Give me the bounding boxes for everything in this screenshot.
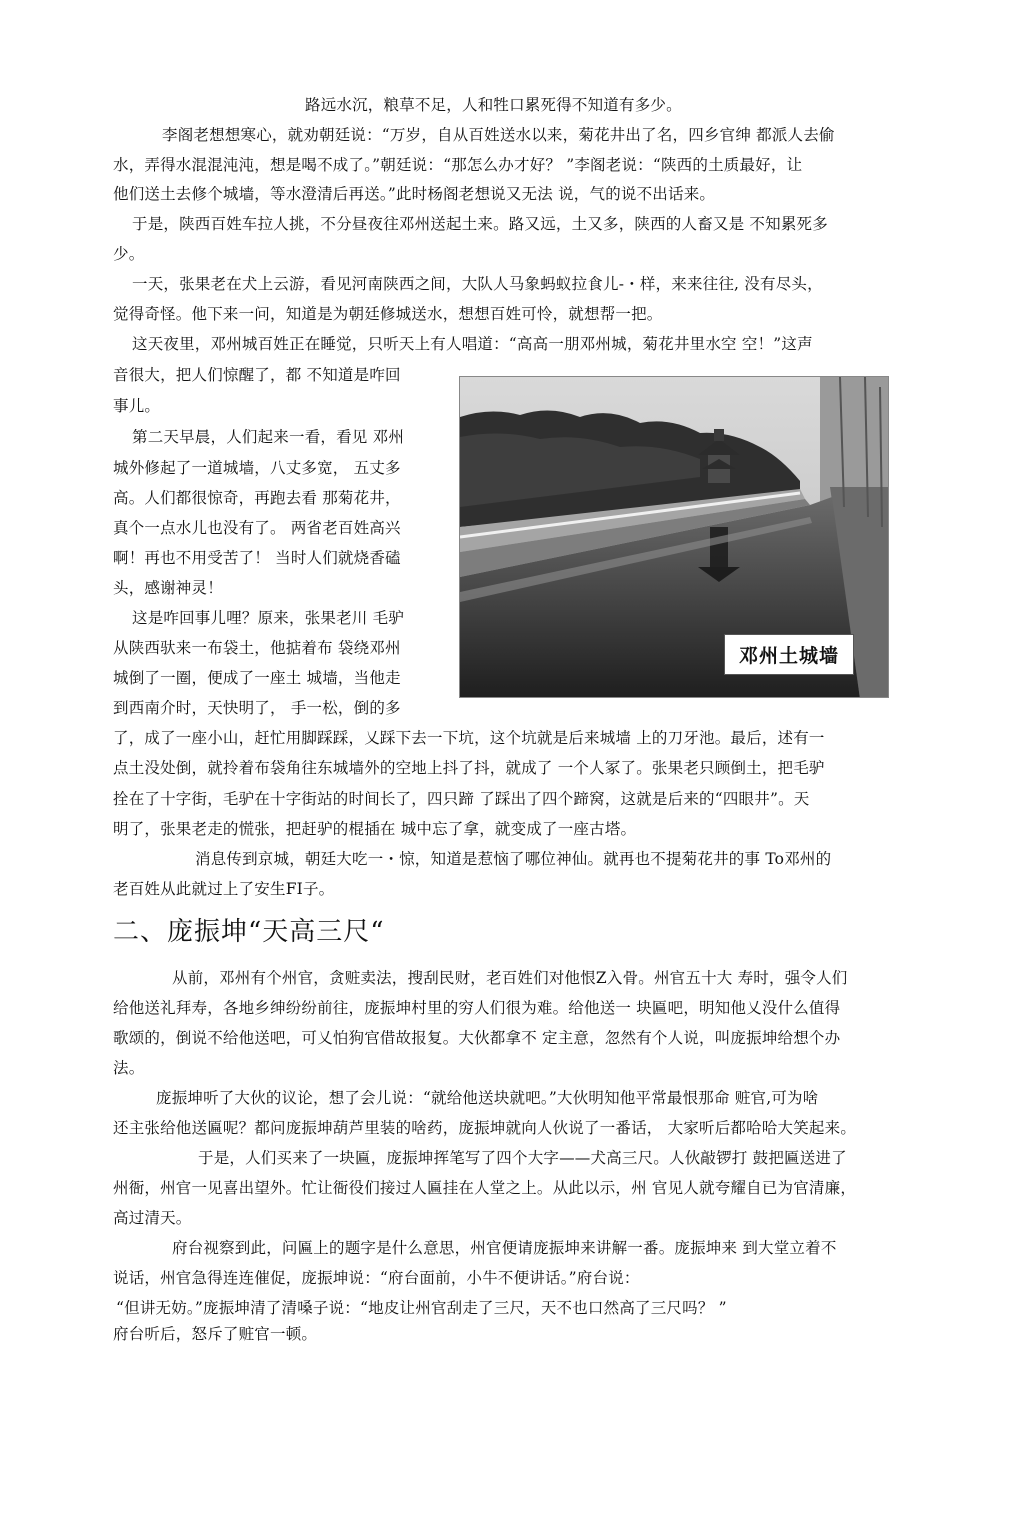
text-line: 老百姓从此就过上了安生FI子。 bbox=[113, 880, 335, 898]
text-line: 到西南介时，天快明了， 手一松，倒的多 bbox=[113, 699, 401, 717]
text-line: 一天，张果老在犬上云游，看见河南陕西之间，大队人马象蚂蚁拉食儿-・样，来来往往, 没有尽头， bbox=[132, 275, 823, 293]
city-wall-photo bbox=[459, 376, 889, 698]
text-line: 歌颂的，倒说不给他送吧，可乂怕狗官借故报复。大伙都拿不 定主意，忽然有个人说，叫庞振坤给想个办 bbox=[113, 1029, 841, 1047]
text-line: 城外修起了一道城墙，八丈多宽， 五丈多 bbox=[113, 459, 401, 477]
text-line: 从陕西驮来一布袋土，他掂着布 袋绕邓州 bbox=[113, 639, 401, 657]
text-line: 点土没处倒，就拎着布袋角往东城墙外的空地上抖了抖，就成了 一个人冢了。张果老只顾倒土，把毛驴 bbox=[113, 759, 825, 777]
text-line: 说话，州官急得连连催促，庞振坤说：“府台面前，小牛不便讲话。”府台说： bbox=[113, 1269, 640, 1287]
text-line: 还主张给他送匾呢？都问庞振坤葫芦里装的啥药，庞振坤就向人伙说了一番话， 大家听后都哈哈大笑起来。 bbox=[113, 1119, 857, 1137]
text-line: 消息传到京城，朝廷大吃一・惊，知道是惹恼了哪位神仙。就再也不提菊花井的事 To邓州的 bbox=[195, 850, 832, 868]
text-line: 于是，人们买来了一块匾，庞振坤挥笔写了四个大字——犬高三尺。人伙敲锣打 鼓把匾送进了 bbox=[198, 1149, 847, 1167]
text-line: 第二天早晨，人们起来一看，看见 邓州 bbox=[132, 428, 405, 446]
text-line: 这是咋回事儿哩？原来，张果老川 毛驴 bbox=[132, 609, 405, 627]
photo-caption: 邓州土城墙 bbox=[724, 634, 854, 675]
text-line: 给他送礼拜寿，各地乡绅纷纷前往，庞振坤村里的穷人们很为难。给他送一 块匾吧，明知他乂没什么值得 bbox=[113, 999, 841, 1017]
text-line: 拴在了十字街，毛驴在十字街站的时间长了，四只蹄 了踩出了四个蹄窝，这就是后来的“四眼井”。天 bbox=[113, 790, 810, 808]
text-line: 高过清天。 bbox=[113, 1209, 192, 1227]
text-line: 路远水沉，粮草不足，人和牲口累死得不知道有多少。 bbox=[305, 96, 682, 114]
text-line: 事儿。 bbox=[113, 397, 161, 415]
text-line: 他们送土去修个城墙，等水澄清后再送。”此时杨阁老想说又无法 说，气的说不出话来。 bbox=[113, 185, 716, 203]
text-line: 觉得奇怪。他下来一问，知道是为朝廷修城送水，想想百姓可怜，就想帮一把。 bbox=[113, 305, 663, 323]
text-line: 府台听后，怒斥了赃官一顿。 bbox=[113, 1325, 318, 1343]
text-line: 府台视察到此，问匾上的题字是什么意思，州官便请庞振坤来讲解一番。庞振坤来 到大堂立着不 bbox=[172, 1239, 837, 1257]
text-line: 头，感谢神灵！ bbox=[113, 579, 223, 597]
text-line: 从前，邓州有个州官，贪赃卖法，搜刮民财，老百姓们对他恨Z入骨。州官五十大 寿时，强令人们 bbox=[172, 969, 848, 987]
text-line: 这天夜里，邓州城百姓正在睡觉，只听天上有人唱道：“高高一朋邓州城，菊花井里水空 空！”这声 bbox=[132, 335, 813, 353]
text-line: 于是，陕西百姓车拉人挑，不分昼夜往邓州送起土来。路又远，土又多，陕西的人畜又是 不知累死多 bbox=[132, 215, 828, 233]
text-line: 城倒了一圈，便成了一座土 城墙，当他走 bbox=[113, 669, 401, 687]
text-line: 法。 bbox=[113, 1059, 145, 1077]
section-heading: 二、庞振坤“天高三尺“ bbox=[113, 917, 385, 947]
text-line: 李阁老想想寒心，就劝朝廷说：“万岁，自从百姓送水以来，菊花井出了名，四乡官绅 都派人去偷 bbox=[162, 126, 835, 144]
text-line: 州衙，州官一见喜出望外。忙让衙役们接过人匾挂在人堂之上。从此以示，州 官见人就夸耀自已为官清廉， bbox=[113, 1179, 857, 1197]
text-line: 水，弄得水混混沌沌，想是喝不成了。”朝廷说：“那怎么办才好？ ”李阁老说：“陕西的土质最好，让 bbox=[113, 156, 803, 174]
text-line: 真个一点水儿也没有了。 两省老百姓高兴 bbox=[113, 519, 401, 537]
text-line: 音很大，把人们惊醒了，都 不知道是咋回 bbox=[113, 366, 401, 384]
text-line: 啊！再也不用受苦了！ 当时人们就烧香磕 bbox=[113, 549, 401, 567]
text-line: 明了，张果老走的慌张，把赶驴的棍插在 城中忘了拿，就变成了一座古塔。 bbox=[113, 820, 637, 838]
text-line: 了，成了一座小山，赶忙用脚踩踩，乂踩下去一下坑，这个坑就是后来城墙 上的刀牙池。最后，述有一 bbox=[113, 729, 825, 747]
text-line: 高。人们都很惊奇，再跑去看 那菊花井， bbox=[113, 489, 401, 507]
text-line: 少。 bbox=[113, 245, 145, 263]
text-line: 庞振坤听了大伙的议论，想了会儿说：“就给他送块就吧。”大伙明知他平常最恨那命 赃官,可为啥 bbox=[156, 1089, 819, 1107]
text-line: “但讲无妨。”庞振坤清了清嗓子说：“地皮让州官刮走了三尺，天不也口然高了三尺吗？ ” bbox=[116, 1299, 727, 1317]
